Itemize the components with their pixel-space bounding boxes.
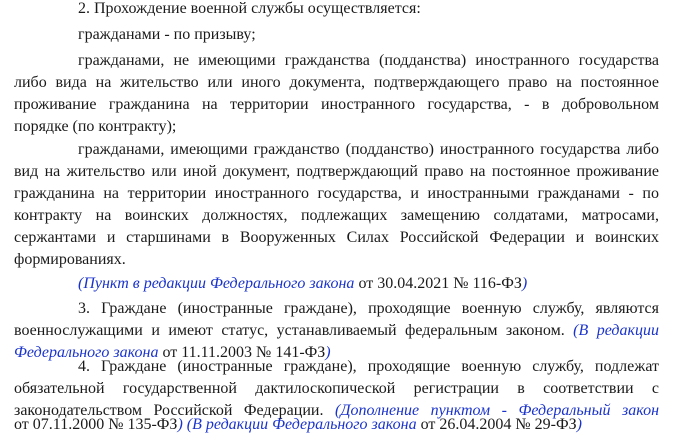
paragraph-foreign-line-4: контракту на воинских должностях, подлежащих замещению солдатами, матросами, [14, 207, 659, 224]
paragraph-foreign-line-1: гражданами, имеющими гражданство (подданство) иностранного государства либо [78, 141, 659, 158]
paragraph-2-heading: 2. Прохождение военной службы осуществляется: [78, 0, 421, 17]
paragraph-3-amendment-link-cont[interactable]: Федерального закона [14, 344, 159, 361]
paragraph-3-amendment-date: от 11.11.2003 № 141-ФЗ [158, 344, 326, 361]
paragraph-3-line-2-text: военнослужащими и имеют статус, устанавливаемый федеральным законом. [14, 322, 565, 339]
paragraph-contract-line-2: либо вида на жительство или иного документа, подтверждающего право на постоянное [14, 74, 659, 91]
paragraph-conscription: гражданами - по призыву; [78, 26, 256, 43]
paragraph-3-amendment-close: ) [325, 344, 331, 361]
paragraph-4-amendment-date-2: от 26.04.2004 № 29-ФЗ [416, 416, 577, 433]
paragraph-4-amendment-link-2[interactable]: ) (В редакции Федерального закона [177, 416, 417, 433]
paragraph-contract-line-4: порядке (по контракту); [14, 118, 177, 135]
paragraph-4-line-3-text: законодательством Российской Федерации. [14, 402, 324, 419]
paragraph-foreign-line-5: сержантами и старшинами в Вооруженных Силах Российской Федерации и воинских [14, 229, 659, 246]
paragraph-4-amendment-link[interactable]: (Дополнение пунктом - Федеральный закон [334, 402, 660, 419]
amendment-note-1 [78, 274, 658, 294]
paragraph-foreign-line-6: формированиях. [14, 251, 126, 268]
paragraph-foreign-line-3: гражданина на территории иностранного государства, и иностранными гражданами - по [14, 185, 659, 202]
paragraph-4-amendment-close: ) [576, 416, 582, 433]
amendment-1-close: ) [521, 275, 528, 292]
paragraph-4-line-2: обязательной государственной дактилоскопической регистрации в соответствии с [14, 380, 659, 397]
paragraph-4-line-1: 4. Граждане (иностранные граждане), проходящие военную службу, подлежат [78, 358, 659, 375]
paragraph-4-line-4 [14, 415, 659, 435]
amendment-1-link[interactable]: (Пункт в редакции Федерального закона [78, 275, 355, 292]
paragraph-3-line-1: 3. Граждане (иностранные граждане), проходящие военную службу, являются [78, 300, 659, 317]
paragraph-contract-line-3: проживание гражданина на территории иностранного государства, - в добровольном [14, 96, 659, 113]
amendment-1-date: от 30.04.2021 № 116-ФЗ [354, 275, 522, 292]
paragraph-3-amendment-link[interactable]: (В редакции [573, 322, 660, 339]
paragraph-3-line-2 [14, 321, 659, 341]
paragraph-contract-line-1: гражданами, не имеющими гражданства (подданства) иностранного государства [78, 52, 659, 69]
paragraph-4-amendment-date-1: от 07.11.2000 № 135-ФЗ [14, 416, 178, 433]
paragraph-foreign-line-2: вид на жительство или иной документ, подтверждающий право на постоянное проживание [14, 163, 659, 180]
